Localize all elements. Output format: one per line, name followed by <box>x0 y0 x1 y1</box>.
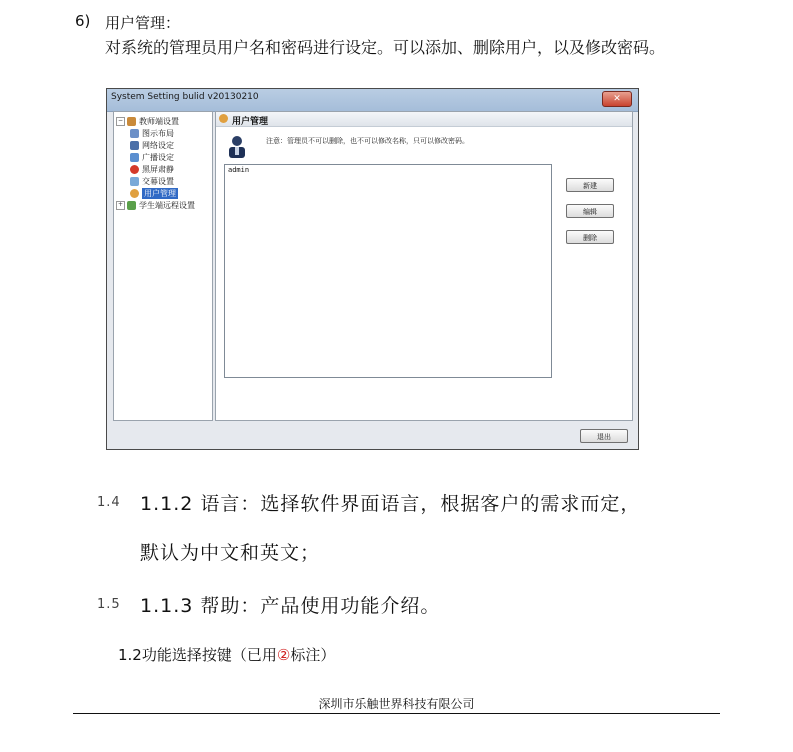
footer-company: 深圳市乐触世界科技有限公司 <box>318 697 475 711</box>
teacher-icon <box>127 117 136 126</box>
tree-item-label: 黑屏肃静 <box>142 165 174 174</box>
tree-root-label: 教师端设置 <box>139 117 179 126</box>
curtain-icon <box>130 177 139 186</box>
window-title: System Setting bulid v20130210 <box>111 92 259 102</box>
layout-icon <box>130 129 139 138</box>
exit-button[interactable]: 退出 <box>580 429 628 443</box>
section-text-prefix: 1.2功能选择按键（已用 <box>118 646 277 664</box>
user-list[interactable] <box>224 164 552 378</box>
tree-item-label: 图示布局 <box>142 129 174 138</box>
user-management-panel <box>215 111 633 421</box>
footer-divider <box>73 713 720 714</box>
panel-title: 用户管理 <box>232 117 269 127</box>
user-icon <box>130 189 139 198</box>
item-title: 用户管理： <box>105 14 181 32</box>
section-language-line1: 1.1.2 语言：选择软件界面语言，根据客户的需求而定， <box>140 493 641 515</box>
section-text-suffix: 标注） <box>290 646 336 664</box>
tree-root-label: 学生端远程设置 <box>139 201 195 210</box>
broadcast-icon <box>130 153 139 162</box>
user-icon <box>219 114 228 123</box>
settings-tree <box>113 111 213 421</box>
tree-item-label: 网络设定 <box>142 141 174 150</box>
collapse-icon[interactable]: − <box>117 117 124 124</box>
tree-item-network[interactable] <box>130 140 174 151</box>
tree-root-teacher[interactable] <box>116 116 179 127</box>
tree-item-label: 广播设定 <box>142 153 174 162</box>
section-function-keys <box>118 644 335 665</box>
item-description: 对系统的管理员用户名和密码进行设定。可以添加、删除用户，以及修改密码。 <box>105 38 666 57</box>
tree-item-layout[interactable] <box>130 128 174 139</box>
tree-item-label: 用户管理 <box>144 189 176 198</box>
student-icon <box>127 201 136 210</box>
tree-root-student[interactable] <box>116 200 195 211</box>
list-item[interactable]: admin <box>228 166 250 174</box>
tree-item-curtain[interactable] <box>130 176 174 187</box>
delete-user-button[interactable]: 删除 <box>566 230 614 244</box>
section-number: 1.4 <box>97 495 121 510</box>
close-button[interactable]: ✕ <box>602 91 632 107</box>
item-number: 6) <box>75 12 91 30</box>
section-number: 1.5 <box>97 597 121 612</box>
tree-item-label: 交幕设置 <box>142 177 174 186</box>
edit-user-button[interactable]: 编辑 <box>566 204 614 218</box>
notice-text: 注意：管理员不可以删除，也不可以修改名称，只可以修改密码。 <box>266 137 469 145</box>
circled-two-mark: ② <box>276 646 291 664</box>
tree-item-user-management[interactable] <box>130 188 178 199</box>
expand-icon[interactable]: + <box>117 201 124 208</box>
tree-item-blackscreen[interactable] <box>130 164 174 175</box>
system-setting-window <box>106 88 639 450</box>
window-titlebar <box>107 89 638 112</box>
admin-user-icon <box>226 134 248 160</box>
section-help: 1.1.3 帮助：产品使用功能介绍。 <box>140 595 441 617</box>
blackscreen-icon <box>130 165 139 174</box>
new-user-button[interactable]: 新建 <box>566 178 614 192</box>
section-language-line2: 默认为中文和英文； <box>140 542 321 564</box>
network-icon <box>130 141 139 150</box>
tree-item-broadcast[interactable] <box>130 152 174 163</box>
panel-header <box>216 112 632 127</box>
